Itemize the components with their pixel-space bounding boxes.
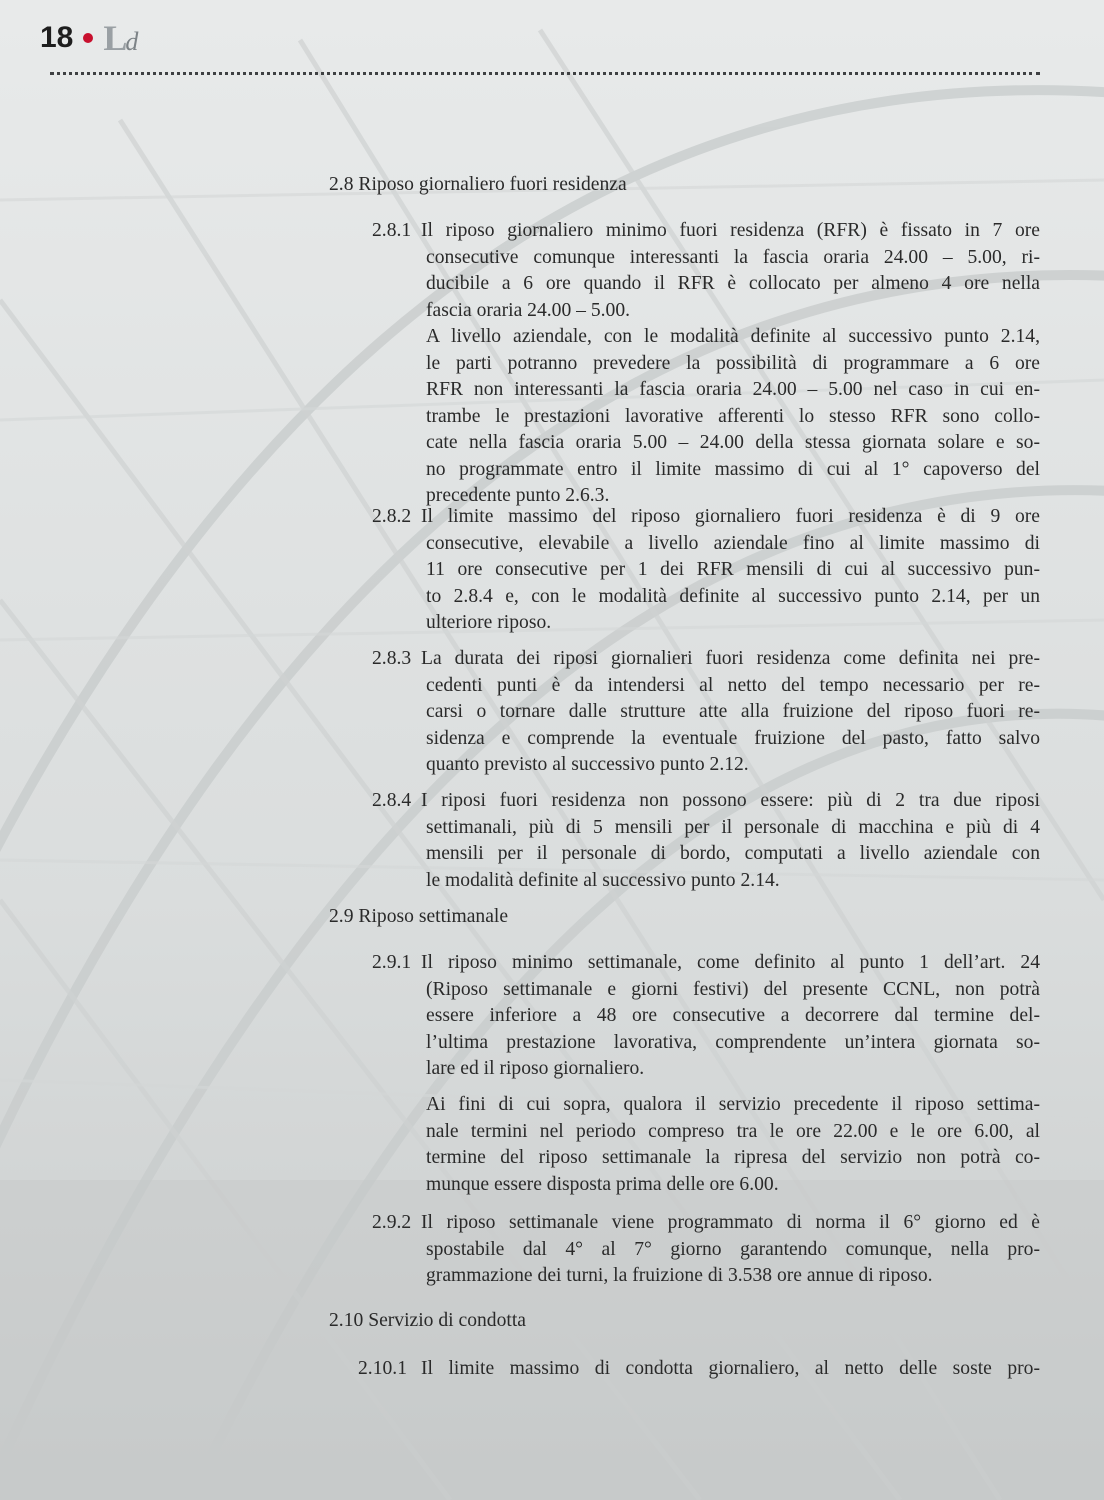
text-line: Il riposo settimanale viene programmato di norma il 6° giorno ed è [421, 1212, 1040, 1233]
text-line: mensili per il personale di bordo, computati a livello aziendale con [426, 843, 1040, 864]
text-line: to 2.8.4 e, con le modalità definite al successivo punto 2.14, per un [426, 585, 1040, 607]
paragraph-number: 2.8.2 [372, 506, 412, 527]
text-line: La durata dei riposi giornalieri fuori residenza come definita nei pre- [421, 648, 1040, 669]
text-line: cate nella fascia oraria 5.00 – 24.00 della stessa giornata solare e so- [426, 432, 1040, 453]
text-line: essere inferiore a 48 ore consecutive a decorrere dal termine del- [426, 1005, 1040, 1026]
section-heading: 2.10 Servizio di condotta [329, 1310, 526, 1331]
text-line: spostabile dal 4° al 7° giorno garantendo comunque, nella pro- [426, 1238, 1040, 1260]
text-line: quanto previsto al successivo punto 2.12. [426, 754, 749, 775]
text-line: carsi o tornare dalle strutture atte alla fruizione del riposo fuori re- [426, 701, 1040, 722]
text-line: Il limite massimo di condotta giornaliero, al netto delle soste pro- [421, 1358, 1040, 1379]
text-line: fascia oraria 24.00 – 5.00. [426, 299, 631, 321]
text-line: Il limite massimo del riposo giornaliero fuori residenza è di 9 ore [421, 506, 1040, 527]
paragraph-2-8-1 [372, 218, 1040, 510]
paragraph-2-9-1-continued [426, 1092, 1040, 1198]
text-line: A livello aziendale, con le modalità definite al successivo punto 2.14, [426, 326, 1040, 347]
text-line: grammazione dei turni, la fruizione di 3.538 ore annue di riposo. [426, 1265, 933, 1286]
paragraph-number: 2.8.4 [372, 790, 412, 811]
logo-sub: d [125, 27, 137, 56]
text-line: lare ed il riposo giornaliero. [426, 1058, 645, 1079]
text-line: trambe le prestazioni lavorative afferenti lo stesso RFR sono collo- [426, 405, 1040, 427]
dotted-divider [50, 72, 1040, 75]
text-line: le parti potranno prevedere la possibilità di programmare a 6 ore [426, 352, 1040, 374]
text-line: le modalità definite al successivo punto 2.14. [426, 869, 780, 891]
text-line: termine del riposo settimanale la ripresa del servizio non potrà co- [426, 1147, 1040, 1168]
paragraph-number: 2.9.2 [372, 1212, 412, 1233]
text-line: l’ultima prestazione lavorativa, comprendente un’intera giornata so- [426, 1031, 1040, 1053]
paragraph-2-8-3 [372, 646, 1040, 779]
text-line: 11 ore consecutive per 1 dei RFR mensili di cui al successivo pun- [426, 559, 1040, 580]
text-line: nale termini nel periodo compreso tra le ore 22.00 e le ore 6.00, al [426, 1120, 1040, 1142]
text-line: RFR non interessanti la fascia oraria 24.00 – 5.00 nel caso in cui en- [426, 379, 1040, 400]
text-line: precedente punto 2.6.3. [426, 485, 610, 506]
text-line: settimanali, più di 5 mensili per il personale di macchina e più di 4 [426, 816, 1040, 838]
paragraph-number: 2.10.1 [358, 1358, 407, 1379]
page-number: 18 [40, 21, 74, 54]
text-line: no programmate entro il limite massimo di cui al 1° capoverso del [426, 458, 1040, 480]
paragraph-2-9-1 [372, 950, 1040, 1083]
text-line: (Riposo settimanale e giorni festivi) del presente CCNL, non potrà [426, 978, 1040, 1000]
paragraph-2-10-1 [358, 1356, 1040, 1383]
red-bullet-icon [83, 33, 93, 43]
text-line: consecutive comunque interessanti la fascia oraria 24.00 – 5.00, ri- [426, 246, 1040, 268]
section-heading: 2.8 Riposo giornaliero fuori residenza [329, 174, 627, 195]
text-line: munque essere disposta prima delle ore 6.00. [426, 1173, 779, 1195]
text-line: ulteriore riposo. [426, 612, 552, 633]
text-line: ducibile a 6 ore quando il RFR è collocato per almeno 4 ore nella [426, 273, 1040, 294]
text-line: sidenza e comprende la eventuale fruizione del pasto, fatto salvo [426, 727, 1040, 749]
text-line: Ai fini di cui sopra, qualora il servizio precedente il riposo settima- [426, 1094, 1040, 1115]
text-line: Il riposo minimo settimanale, come definito al punto 1 dell’art. 24 [421, 952, 1040, 973]
logo-main: L [103, 18, 126, 58]
paragraph-number: 2.8.3 [372, 648, 412, 669]
text-line: consecutive, elevabile a livello aziendale fino al limite massimo di [426, 532, 1040, 554]
paragraph-2-9-2 [372, 1210, 1040, 1290]
text-line: Il riposo giornaliero minimo fuori residenza (RFR) è fissato in 7 ore [421, 220, 1040, 241]
section-heading: 2.9 Riposo settimanale [329, 906, 509, 927]
page-header [40, 18, 136, 58]
paragraph-2-8-2 [372, 504, 1040, 637]
text-line: I riposi fuori residenza non possono essere: più di 2 tra due riposi [421, 790, 1040, 811]
paragraph-number: 2.8.1 [372, 220, 412, 241]
paragraph-2-8-4 [372, 788, 1040, 894]
logo [103, 17, 136, 59]
paragraph-number: 2.9.1 [372, 952, 412, 973]
text-line: cedenti punti è da intendersi al netto del tempo necessario per re- [426, 674, 1040, 696]
